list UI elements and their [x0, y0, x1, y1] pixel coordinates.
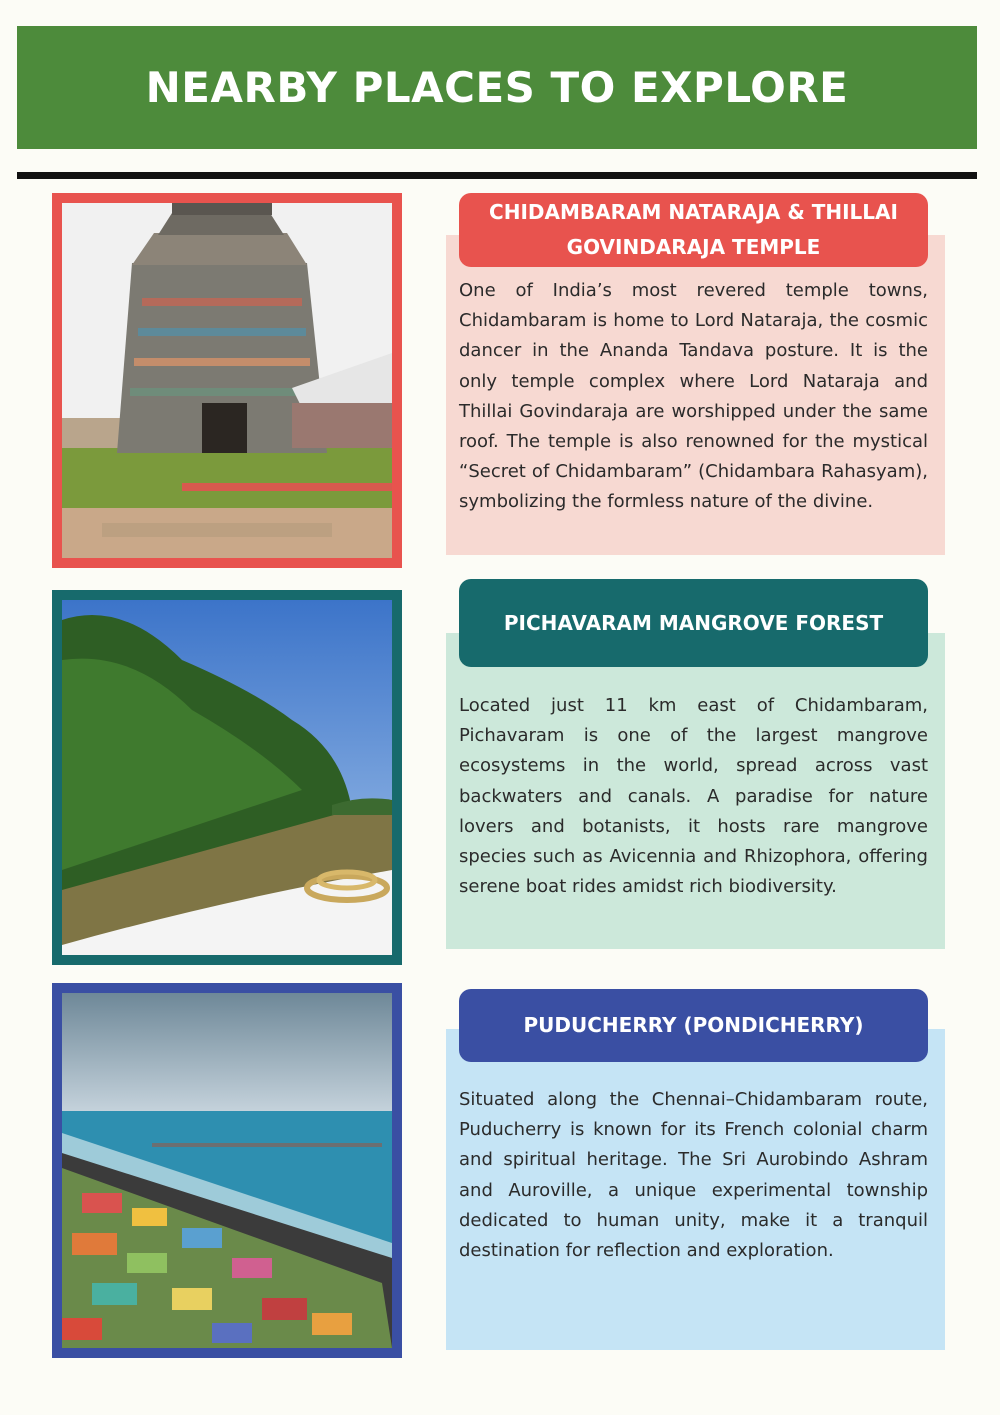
mangrove-title-badge: [459, 579, 928, 667]
divider: [17, 172, 977, 179]
puducherry-photo-frame: [52, 983, 402, 1358]
header-banner: [17, 26, 977, 149]
puducherry-photo: [62, 993, 392, 1348]
mangrove-description: Located just 11 km east of Chidambaram, Pichavaram is one of the largest mangrove ecosystems in the world, spread across vast backwaters and canals. A paradise for nature lovers and botanists, it hosts rare mangrove species such as Avicennia and Rhizophora, offering serene boat rides amidst rich biodiversity.: [459, 695, 928, 898]
temple-photo: [62, 203, 392, 558]
temple-title: CHIDAMBARAM NATARAJA & THILLAI GOVINDARAJA TEMPLE: [489, 200, 898, 259]
mangrove-title: PICHAVARAM MANGROVE FOREST: [503, 610, 884, 635]
puducherry-description: Situated along the Chennai–Chidambaram route, Puducherry is known for its French colonial charm and spiritual heritage. The Sri Aurobindo Ashram and Auroville, a unique experimental township dedicated to human unity, make it a tranquil destination for reflection and exploration.: [459, 1089, 928, 1262]
temple-description: One of India’s most revered temple towns, Chidambaram is home to Lord Nataraja, the cosmic dancer in the Ananda Tandava posture. It is the only temple complex where Lord Nataraja and Thillai Govindaraja are worshipped under the same roof. The temple is also renowned for the mystical “Secret of Chidambaram” (Chidambara Rahasyam), symbolizing the formless nature of the divine.: [459, 280, 928, 513]
page-title: NEARBY PLACES TO EXPLORE: [145, 63, 849, 112]
temple-title-badge: [459, 193, 928, 267]
temple-photo-frame: [52, 193, 402, 568]
mangrove-photo-frame: [52, 590, 402, 965]
puducherry-title: PUDUCHERRY (PONDICHERRY): [523, 1013, 864, 1037]
mangrove-photo: [62, 600, 392, 955]
puducherry-title-badge: [459, 989, 928, 1062]
